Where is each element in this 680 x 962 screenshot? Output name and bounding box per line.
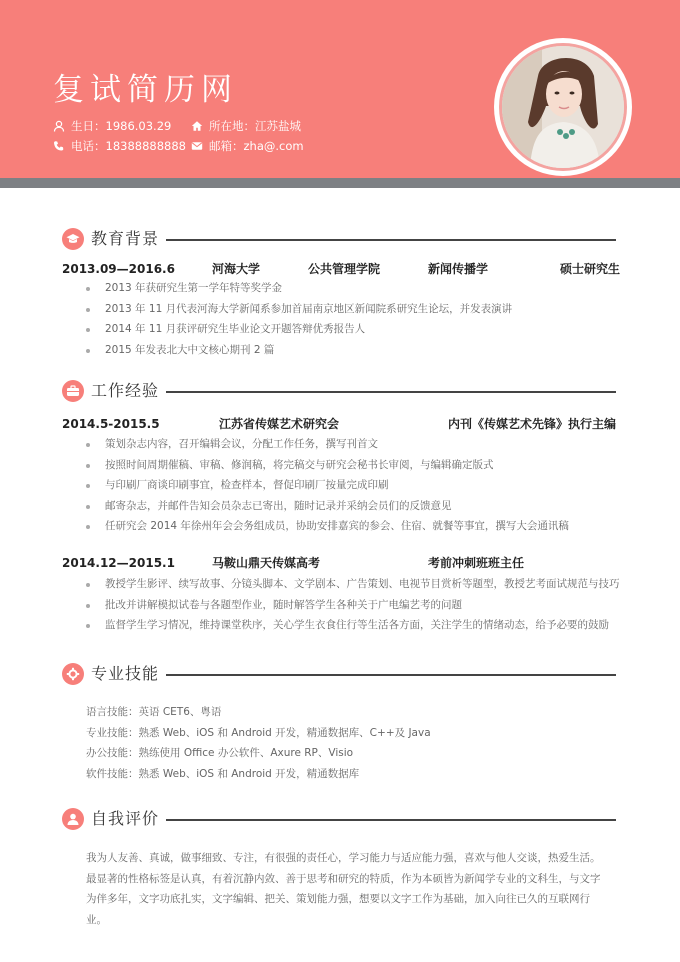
- skill-item: 办公技能：熟练使用 Office 办公软件、Axure RP、Visio: [86, 747, 354, 759]
- job-period: 2014.12—2015.1: [62, 556, 175, 570]
- gear-icon: [62, 663, 84, 685]
- list-item: 2014 年 11 月获评研究生毕业论文开题答辩优秀报告人: [86, 319, 512, 340]
- email-info: [191, 138, 304, 154]
- evaluation-heading: 自我评价: [91, 809, 160, 828]
- skill-item: 软件技能：熟悉 Web、iOS 和 Android 开发，精通数据库: [86, 767, 360, 780]
- profile-photo: [502, 46, 624, 168]
- education-achievements: [86, 278, 512, 360]
- list-item: 按照时间周期催稿、审稿、修润稿，将完稿交与研究会秘书长审阅，与编辑确定版式: [86, 455, 569, 476]
- job-organization: 江苏省传媒艺术研究会: [219, 417, 340, 431]
- evaluation-section-header: [62, 808, 618, 832]
- job-duties: [86, 434, 569, 537]
- job-organization: 马鞍山鼎天传媒高考: [212, 556, 321, 570]
- skill-item: 语言技能：英语 CET6、粤语: [86, 706, 222, 718]
- skills-heading: 专业技能: [91, 664, 160, 683]
- education-degree: 硕士研究生: [560, 262, 621, 276]
- education-major: 新闻传播学: [428, 262, 489, 276]
- location-text: 所在地：江苏盐城: [209, 119, 301, 133]
- education-school: 河海大学: [212, 262, 261, 276]
- home-icon: [191, 120, 203, 132]
- education-period: 2013.09—2016.6: [62, 262, 175, 276]
- resume-title: 复试简历网: [53, 72, 238, 108]
- list-item: 教授学生影评、续写故事、分镜头脚本、文学剧本、广告策划、电视节目赏析等题型，教授艺考面试规范与技巧: [86, 574, 620, 595]
- birth-text: 生日：1986.03.29: [71, 119, 172, 133]
- list-item: 2013 年获研究生第一学年特等奖学金: [86, 278, 512, 299]
- person-icon: [53, 120, 65, 132]
- job-role: 考前冲刺班班主任: [428, 556, 525, 570]
- skills-section-header: [62, 663, 618, 687]
- work-heading: 工作经验: [91, 381, 160, 400]
- briefcase-icon: [62, 380, 84, 402]
- birth-info: [53, 118, 171, 134]
- list-item: 监督学生学习情况，维持课堂秩序，关心学生衣食住行等生活各方面，关注学生的情绪动态，给予必要的鼓励: [86, 615, 620, 636]
- mail-icon: [191, 140, 203, 152]
- list-item: 2013 年 11 月代表河海大学新闻系参加首届南京地区新闻院系研究生论坛，并发表演讲: [86, 299, 512, 320]
- list-item: 任研究会 2014 年徐州年会会务组成员，协助安排嘉宾的参会、住宿、就餐等事宜，撰写大会通讯稿: [86, 516, 569, 537]
- skills-list: [86, 702, 431, 784]
- job-role: 内刊《传媒艺术先锋》执行主编: [448, 417, 617, 431]
- phone-info: [53, 138, 186, 154]
- education-college: 公共管理学院: [308, 262, 381, 276]
- job-summary-row: [62, 554, 618, 572]
- section-divider: [166, 674, 616, 676]
- user-icon: [62, 808, 84, 830]
- education-section-header: [62, 228, 618, 252]
- header-divider-band: [0, 178, 680, 188]
- section-divider: [166, 819, 616, 821]
- list-item: 与印刷厂商谈印刷事宜，检查样本，督促印刷厂按量完成印刷: [86, 475, 569, 496]
- job-summary-row: [62, 415, 618, 433]
- work-section-header: [62, 380, 618, 404]
- section-divider: [166, 391, 616, 393]
- list-item: 策划杂志内容，召开编辑会议，分配工作任务，撰写刊首文: [86, 434, 569, 455]
- education-summary-row: [62, 260, 621, 278]
- section-divider: [166, 239, 616, 241]
- list-item: 邮寄杂志，并邮件告知会员杂志已寄出，随时记录并采纳会员们的反馈意见: [86, 496, 569, 517]
- email-text: 邮箱：zha@.com: [209, 139, 304, 153]
- avatar: [494, 38, 632, 176]
- list-item: 批改并讲解模拟试卷与各题型作业，随时解答学生各种关于广电编艺考的问题: [86, 595, 620, 616]
- skill-item: 专业技能：熟悉 Web、iOS 和 Android 开发，精通数据库、C++及 Java: [86, 726, 431, 739]
- location-info: [191, 118, 301, 134]
- self-evaluation-text: 我为人友善、真诚，做事细致、专注，有很强的责任心，学习能力与适应能力强，喜欢与他人交谈，热爱生活。最显著的性格标签是认真，有着沉静内敛、善于思考和研究的特质，作为本硕皆为新闻学专业的文科生，与文字为伴多年，文字功底扎实，文字编辑、把关、策划能力强，想要以文字工作为基础，加入向往已久的互联网行业。: [86, 852, 601, 926]
- graduation-cap-icon: [62, 228, 84, 250]
- education-heading: 教育背景: [91, 229, 160, 248]
- list-item: 2015 年发表北大中文核心期刊 2 篇: [86, 340, 512, 361]
- phone-text: 电话：18388888888: [71, 139, 186, 153]
- phone-icon: [53, 140, 65, 152]
- job-period: 2014.5-2015.5: [62, 417, 160, 431]
- job-duties: [86, 574, 620, 636]
